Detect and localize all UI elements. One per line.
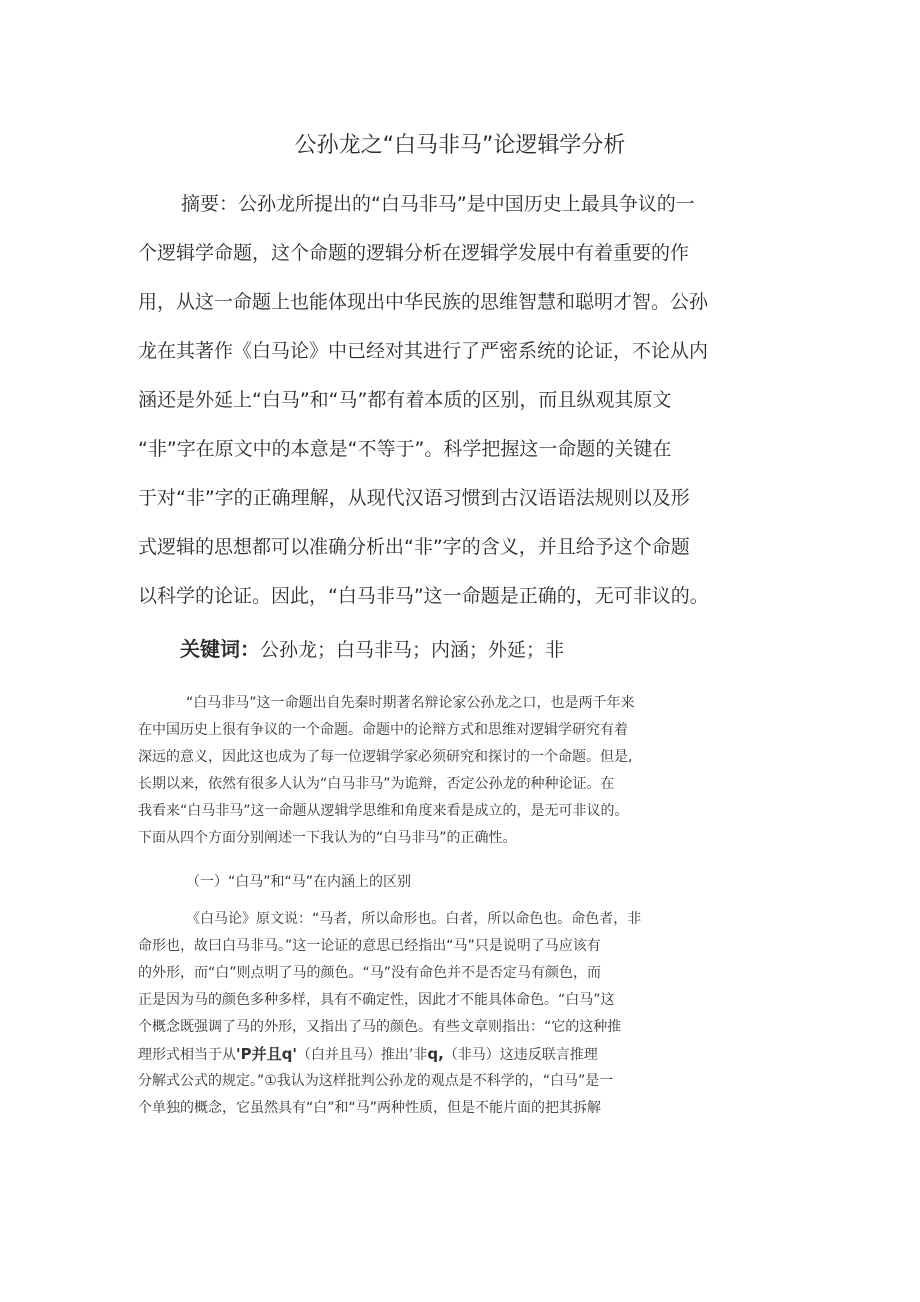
paragraph-line: 我看来“白马非马”这一命题从逻辑学思维和角度来看是成立的，是无可非议的。 <box>138 803 629 819</box>
paragraph-line: 《白马论》原文说：“马者，所以命形也。白者，所以命色也。命色者，非 <box>186 911 642 927</box>
formula-q: q, <box>427 1045 444 1063</box>
keywords <box>180 633 564 662</box>
abstract-line: 个逻辑学命题，这个命题的逻辑分析在逻辑学发展中有着重要的作 <box>138 242 690 264</box>
keywords-value: 公孙龙；白马非马；内涵；外延；非 <box>260 639 565 661</box>
section-heading: （一）“白马”和“马”在内涵上的区别 <box>186 874 412 890</box>
paragraph-line: 的外形，而“白”则点明了马的颜色。“马”没有命色并不是否定马有颜色，而 <box>138 965 602 981</box>
abstract-line: 涵还是外延上“白马”和“马”都有着本质的区别，而且纵观其原文 <box>138 389 672 411</box>
abstract-line: 龙在其著作《白马论》中已经对其进行了严密系统的论证，不论从内 <box>138 340 709 362</box>
paragraph-line: 个单独的概念，它虽然具有“白”和“马”两种性质，但是不能片面的把其拆解 <box>138 1100 602 1116</box>
paragraph-line: 命形也，故曰白马非马。”这一论证的意思已经指出“马”只是说明了马应该有 <box>138 938 601 954</box>
formula-pre: 理形式相当于从 <box>138 1047 236 1063</box>
formula-p-and-q: 'P并且q' <box>236 1045 297 1063</box>
abstract-line: 摘要：公孙龙所提出的“白马非马”是中国历史上最具争议的一 <box>181 193 695 215</box>
paragraph-line: “白马非马”这一命题出自先秦时期著名辩论家公孙龙之口，也是两千年来 <box>186 695 635 711</box>
abstract-line: “非”字在原文中的本意是“不等于”。科学把握这一命题的关键在 <box>138 438 672 460</box>
paragraph-line: 深远的意义，因此这也成为了每一位逻辑学家必须研究和探讨的一个命题。但是, <box>138 749 633 765</box>
formula-post: （非马）这违反联言推理 <box>443 1047 598 1063</box>
paragraph-intro <box>138 690 758 852</box>
abstract-line: 式逻辑的思想都可以准确分析出“非”字的含义，并且给予这个命题 <box>138 536 690 558</box>
document-title: 公孙龙之“白马非马”论逻辑学分析 <box>294 133 626 158</box>
paragraph-line: 长期以来，依然有很多人认为“白马非马”为诡辩，否定公孙龙的种种论证。在 <box>138 776 615 792</box>
paragraph-formula-line <box>138 1041 758 1068</box>
paragraph-intension <box>138 906 758 1122</box>
keywords-label: 关键词： <box>180 637 260 661</box>
paragraph-line: 个概念既强调了马的外形，又指出了马的颜色。有些文章则指出：“它的这种推 <box>138 1019 622 1035</box>
paragraph-line: 下面从四个方面分别阐述一下我认为的“白马非马”的正确性。 <box>138 830 517 846</box>
paragraph-line: 分解式公式的规定。”①我认为这样批判公孙龙的观点是不科学的，“白马”是一 <box>138 1073 614 1089</box>
formula-mid: （白并且马）推出’非 <box>296 1047 428 1063</box>
abstract-line: 用，从这一命题上也能体现出中华民族的思维智慧和聪明才智。公孙 <box>138 291 709 313</box>
abstract <box>138 184 778 625</box>
paragraph-line: 正是因为马的颜色多种多样，具有不确定性，因此才不能具体命色。“白马”这 <box>138 992 615 1008</box>
abstract-line: 以科学的论证。因此，“白马非马”这一命题是正确的，无可非议的。 <box>138 585 709 607</box>
abstract-line: 于对“非”字的正确理解，从现代汉语习惯到古汉语语法规则以及形 <box>138 487 690 509</box>
paragraph-line: 在中国历史上很有争议的一个命题。命题中的论辩方式和思维对逻辑学研究有着 <box>138 722 628 738</box>
